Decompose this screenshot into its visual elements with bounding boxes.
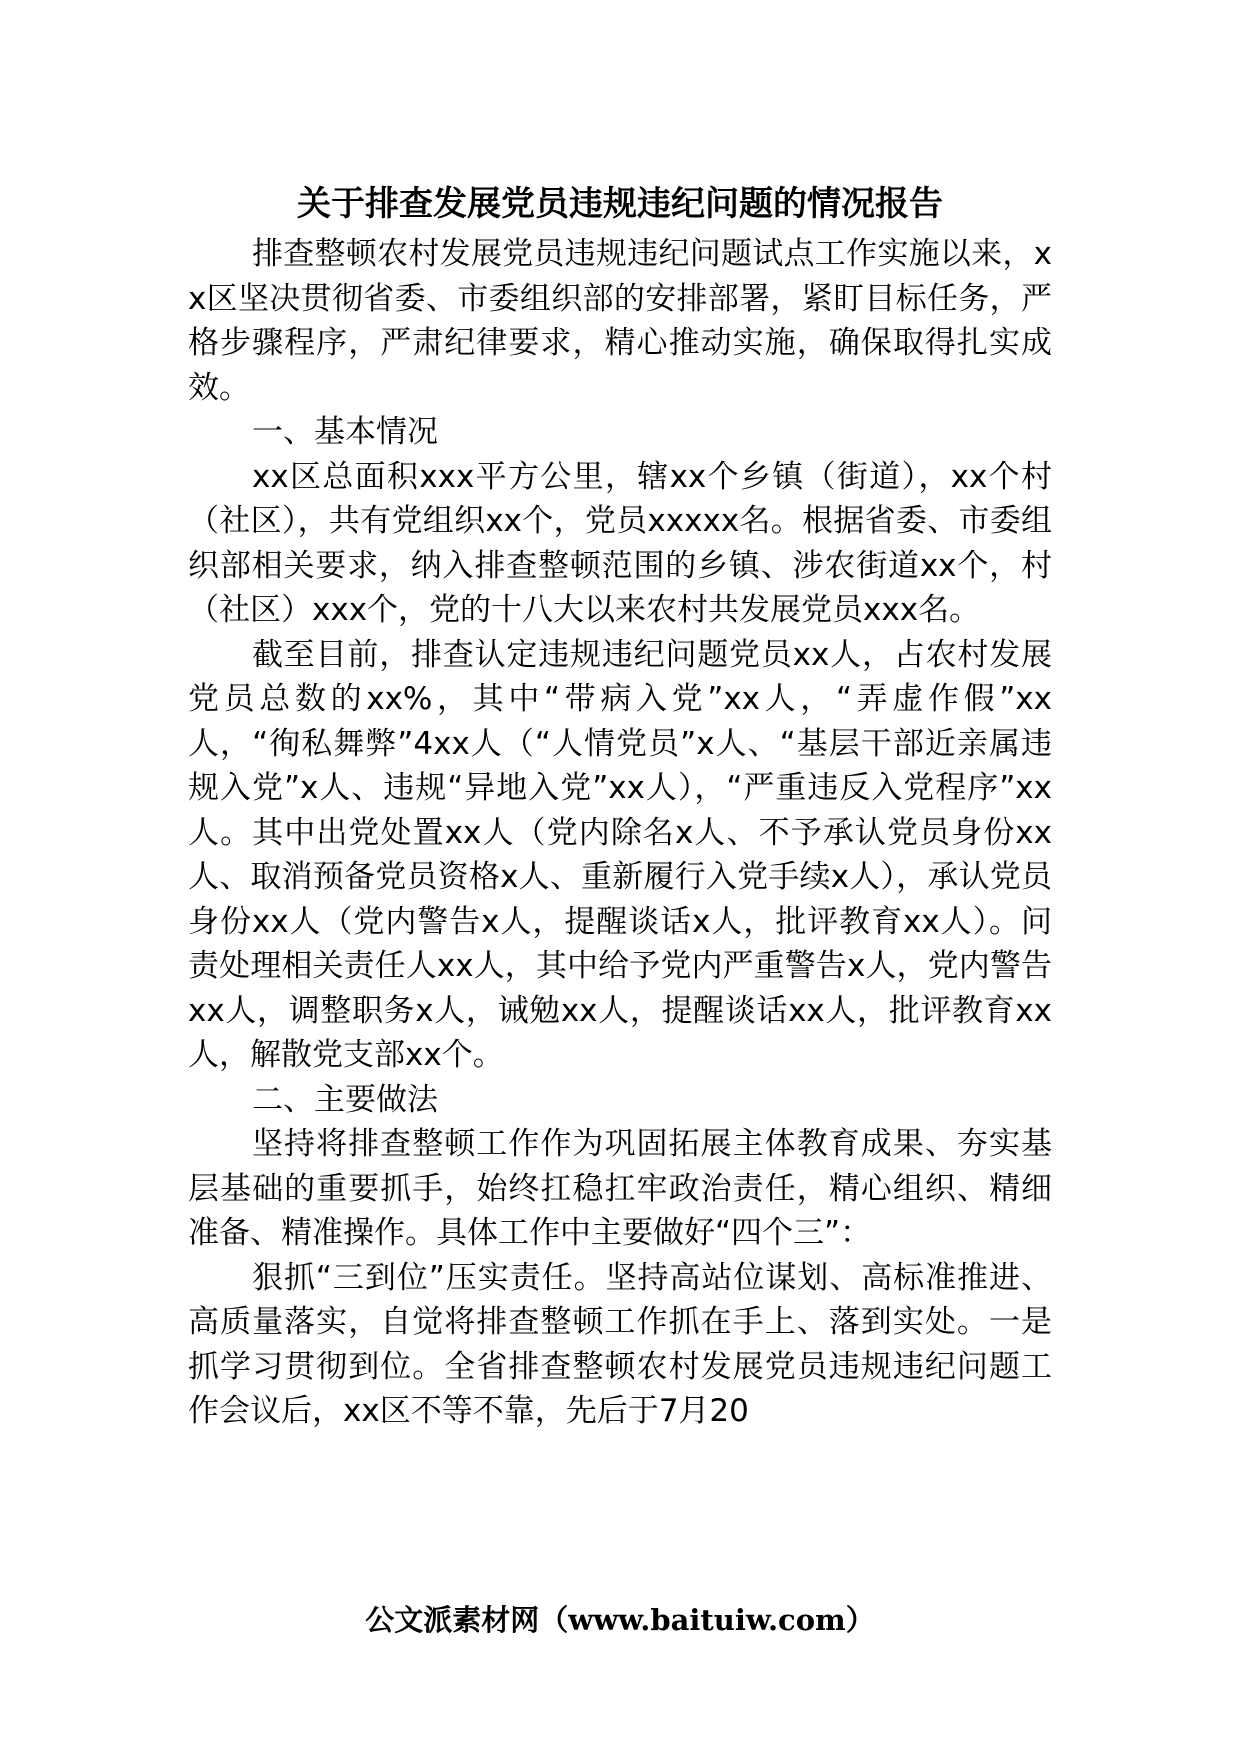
section-heading-basic-situation: 一、基本情况 [252, 414, 438, 450]
section-heading-main-practices: 二、主要做法 [252, 1081, 438, 1118]
intro-paragraph: 排查整顿农村发展党员违规违纪问题试点工作实施以来，xx区坚决贯彻省委、市委组织部的安排部署，紧盯目标任务，严格步骤程序，严肃纪律要求，精心推动实施，确保取得扎实成效。 [188, 236, 1052, 406]
main-practices-paragraph-1: 坚持将排查整顿工作作为巩固拓展主体教育成果、夯实基层基础的重要抓手，始终扛稳扛牢政治责任，精心组织、精细准备、精准操作。具体工作中主要做好“四个三”： [188, 1126, 1052, 1251]
document-title: 关于排查发展党员违规违纪问题的情况报告 [297, 184, 943, 224]
basic-situation-paragraph-1: xx区总面积xxx平方公里，辖xx个乡镇（街道），xx个村（社区），共有党组织xx个，党员xxxxx名。根据省委、市委组织部相关要求，纳入排查整顿范围的乡镇、涉农街道xx个，村（社区）xxx个，党的十八大以来农村共发展党员xxx名。 [188, 458, 1052, 628]
main-practices-paragraph-2: 狠抓“三到位”压实责任。坚持高站位谋划、高标准推进、高质量落实，自觉将排查整顿工作抓在手上、落到实处。一是抓学习贯彻到位。全省排查整顿农村发展党员违规违纪问题工作会议后，xx区不等不靠，先后于7月20 [188, 1259, 1052, 1429]
basic-situation-paragraph-2: 截至目前，排查认定违规违纪问题党员xx人，占农村发展党员总数的xx%，其中“带病入党”xx人，“弄虚作假”xx人，“徇私舞弊”4xx人（“人情党员”x人、“基层干部近亲属违规入党”x人、违规“异地入党”xx人），“严重违反入党程序”xx人。其中出党处置xx人（党内除名x人、不予承认党员身份xx人、取消预备党员资格x人、重新履行入党手续x人），承认党员身份xx人（党内警告x人，提醒谈话x人，批评教育xx人）。问责处理相关责任人xx人，其中给予党内严重警告x人，党内警告xx人，调整职务x人，诫勉xx人，提醒谈话xx人，批评教育xx人，解散党支部xx个。 [188, 636, 1052, 1073]
document-page [188, 182, 1052, 1434]
footer-watermark: 公文派素材网（www.baituiw.com） [365, 1603, 875, 1637]
